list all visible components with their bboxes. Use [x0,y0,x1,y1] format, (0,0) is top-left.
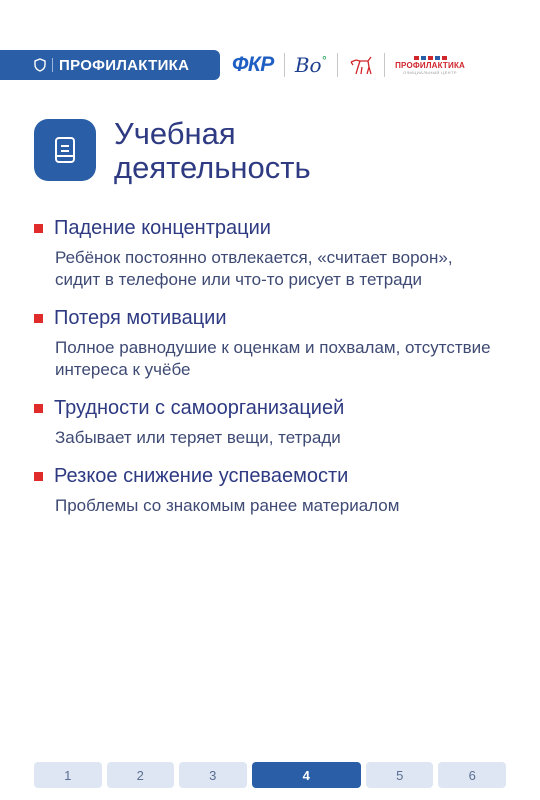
logo-divider [384,53,385,77]
bullet-square-icon [34,404,43,413]
list-item [34,395,504,449]
prof-logo-bars [414,56,447,60]
page-button-5[interactable]: 5 [366,762,434,788]
dog-icon [348,54,374,76]
list-item [34,463,504,517]
bullet-square-icon [34,224,43,233]
partner-logos [232,50,465,80]
brand-label: ПРОФИЛАКТИКА [59,56,190,74]
list-item-title: Трудности с самоорганизацией [54,397,345,419]
logo-divider [337,53,338,77]
list-item [34,305,504,381]
page-button-2[interactable]: 2 [107,762,175,788]
logo-divider [284,53,285,77]
list-item-title: Падение концентрации [54,217,271,239]
list-item [34,215,504,291]
list-item-header [34,395,504,421]
page-button-1[interactable]: 1 [34,762,102,788]
list-item-description: Ребёнок постоянно отвлекается, «считает ворон», сидит в телефоне или что-то рисует в тетради [55,248,453,289]
document-icon [34,119,96,181]
prof-logo-title: ПРОФИЛАКТИКА [395,60,466,70]
page-button-3[interactable]: 3 [179,762,247,788]
list-item-description: Полное равнодушие к оценкам и похвалам, отсутствие интереса к учёбе [55,338,491,379]
page-button-4-active[interactable]: 4 [252,762,361,788]
prof-logo-subtitle: ОФИЦИАЛЬНЫЙ ЦЕНТР [403,69,457,75]
list-item-description: Проблемы со знакомым ранее материалом [55,496,400,515]
list-item-header [34,463,504,489]
list-item-header [34,305,504,331]
bullet-square-icon [34,472,43,481]
list-item-description: Забывает или теряет вещи, тетради [55,428,341,447]
pagination [34,762,506,788]
profilaktika-logo [395,56,465,75]
page-button-6[interactable]: 6 [438,762,506,788]
brand-badge [0,50,220,80]
list-item-title: Резкое снижение успеваемости [54,465,349,487]
fkr-logo: ФКР [232,53,274,76]
header [0,50,540,80]
bullet-square-icon [34,314,43,323]
list-item-title: Потеря мотивации [54,307,227,329]
vo-logo-text: Во [294,53,322,77]
brand-divider [52,58,53,72]
symptom-list [34,215,504,531]
shield-icon [34,58,46,72]
vo-logo [295,53,327,77]
list-item-header [34,215,504,241]
vo-logo-mark: ° [321,54,328,68]
page-title: Учебная деятельность [114,116,311,185]
